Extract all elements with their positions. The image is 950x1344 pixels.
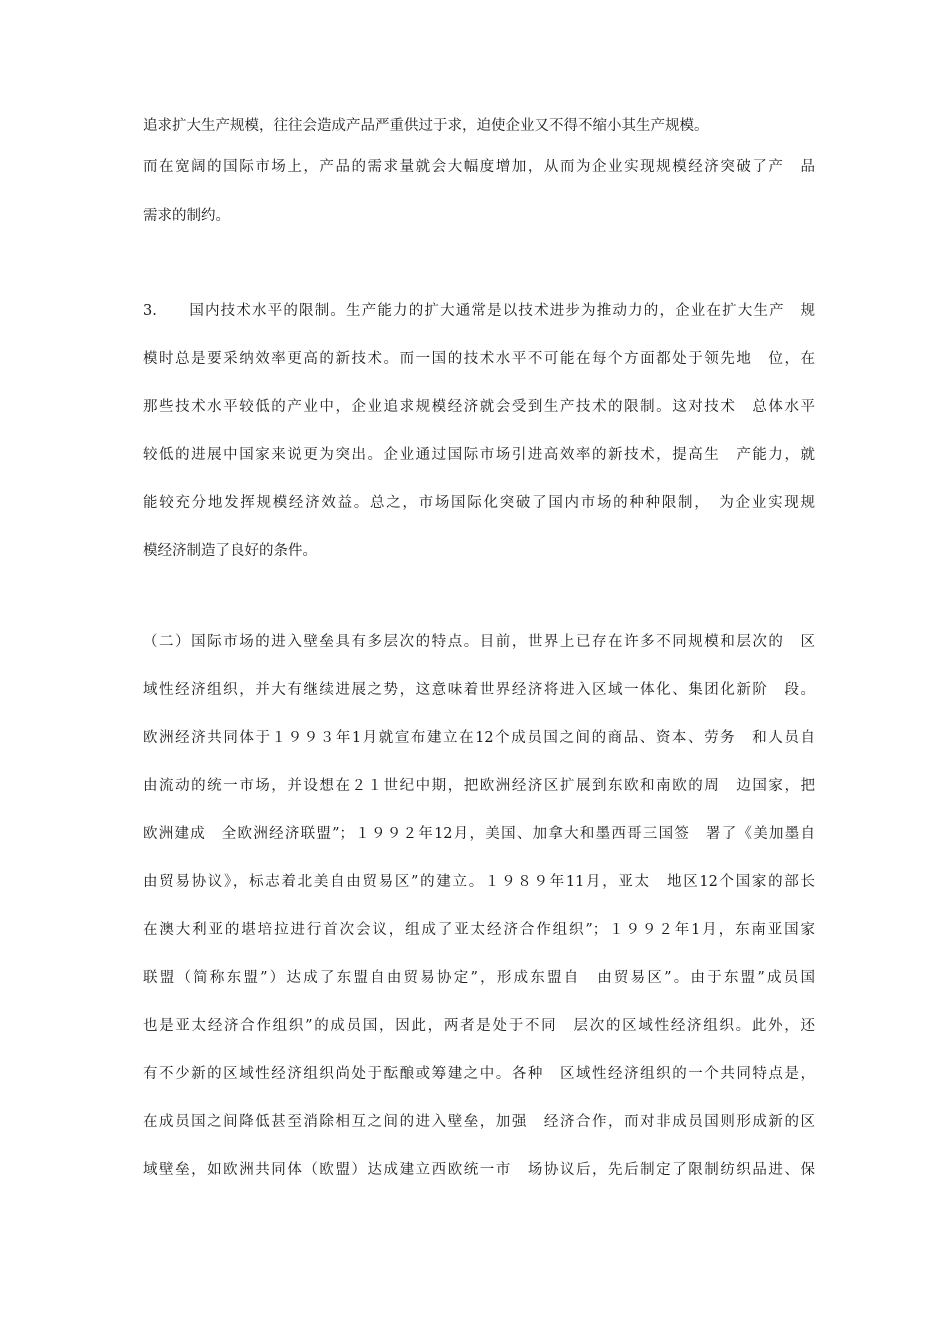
text-line: 有不少新的区域性经济组织尚处于酝酿或筹建之中。各种 区域性经济组织的一个共同特点是， — [143, 1066, 815, 1082]
text-line: 需求的制约。 — [143, 208, 230, 224]
text-line: 欧洲经济共同体于１９９３年1月就宣布建立在12个成员国之间的商品、资本、劳务 和人员自 — [143, 730, 815, 746]
text-line: 联盟（简称东盟”）达成了东盟自由贸易协定”，形成东盟自 由贸易区”。由于东盟”成员国 — [143, 970, 815, 986]
text-line: 模时总是要采纳效率更高的新技术。而一国的技术水平不可能在每个方面都处于领先地 位，在 — [143, 351, 815, 367]
text-line: 能较充分地发挥规模经济效益。总之，市场国际化突破了国内市场的种种限制， 为企业实现规 — [143, 495, 815, 511]
text-line: 在成员国之间降低甚至消除相互之间的进入壁垒，加强 经济合作，而对非成员国则形成新的区 — [143, 1114, 815, 1130]
text-line: （二）国际市场的进入壁垒具有多层次的特点。目前，世界上已存在许多不同规模和层次的 区 — [143, 634, 815, 650]
text-line: 模经济制造了良好的条件。 — [143, 543, 317, 559]
text-line: 在澳大利亚的堪培拉进行首次会议，组成了亚太经济合作组织”；１９９２年1月，东南亚国家 — [143, 922, 815, 938]
text-line: 较低的进展中国家来说更为突出。企业通过国际市场引进高效率的新技术，提高生 产能力，就 — [143, 447, 815, 463]
text-line: 追求扩大生产规模，往往会造成产品严重供过于求，迫使企业又不得不缩小其生产规模。 — [143, 118, 709, 134]
text-line: 域性经济组织，并大有继续进展之势，这意味着世界经济将进入区域一体化、集团化新阶 段。 — [143, 682, 815, 698]
text-line: 也是亚太经济合作组织”的成员国，因此，两者是处于不同 层次的区域性经济组织。此外，还 — [143, 1018, 815, 1034]
text-line: 3. 国内技术水平的限制。生产能力的扩大通常是以技术进步为推动力的，企业在扩大生产 规 — [143, 303, 815, 319]
text-line: 而在宽阔的国际市场上，产品的需求量就会大幅度增加，从而为企业实现规模经济突破了产 品 — [143, 159, 815, 175]
text-line: 域壁垒，如欧洲共同体（欧盟）达成建立西欧统一市 场协议后，先后制定了限制纺织品进、保 — [143, 1162, 815, 1178]
text-line: 由流动的统一市场，并设想在２１世纪中期，把欧洲经济区扩展到东欧和南欧的周 边国家，把 — [143, 778, 815, 794]
text-line: 那些技术水平较低的产业中，企业追求规模经济就会受到生产技术的限制。这对技术 总体水平 — [143, 399, 815, 415]
text-line: 由贸易协议》，标志着北美自由贸易区”的建立。１９８９年11月，亚太 地区12个国家的部长 — [143, 874, 815, 890]
text-line: 欧洲建成 全欧洲经济联盟”；１９９２年12月，美国、加拿大和墨西哥三国签 署了《美加墨自 — [143, 826, 815, 842]
